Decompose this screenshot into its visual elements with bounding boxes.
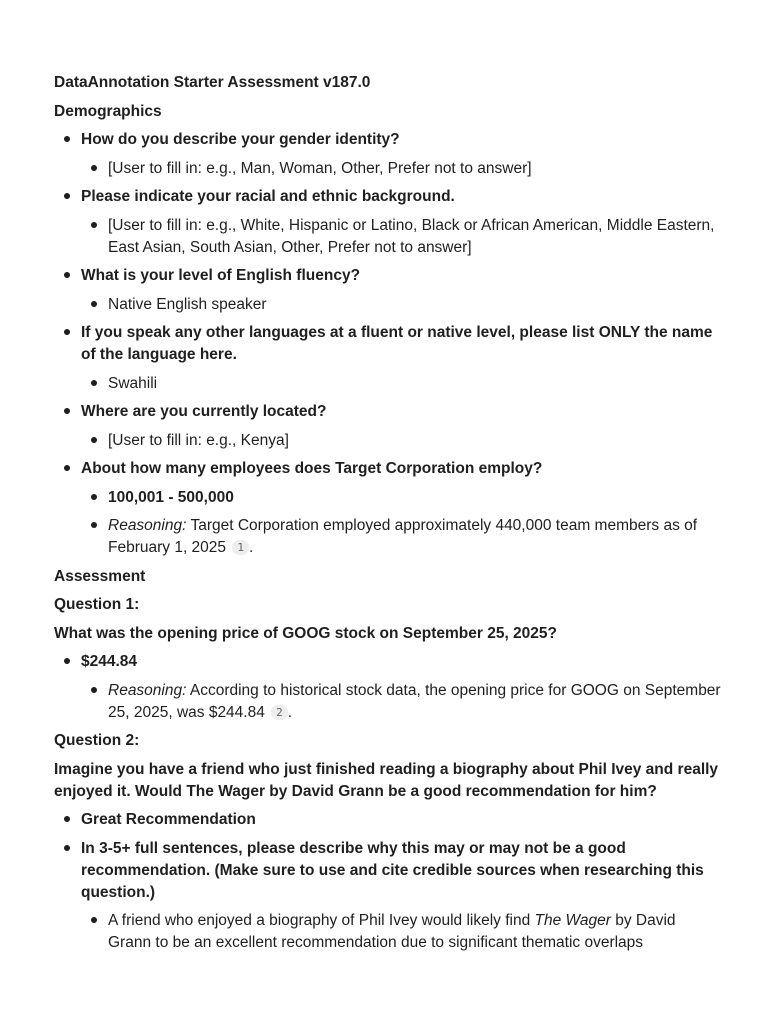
list-item bbox=[81, 515, 722, 559]
question-english: What is your level of English fluency? bbox=[81, 267, 361, 284]
bullet-icon bbox=[64, 408, 70, 414]
list-item bbox=[54, 186, 722, 259]
period: . bbox=[287, 703, 293, 721]
list-item bbox=[54, 651, 722, 724]
bullet-icon bbox=[91, 301, 97, 307]
list-item bbox=[54, 322, 722, 395]
bullet-icon bbox=[91, 522, 97, 528]
question-1-list bbox=[54, 651, 722, 724]
list-item bbox=[81, 487, 722, 509]
question-2-response-start: A friend who enjoyed a biography of Phil Ivey would likely find bbox=[108, 912, 535, 929]
bullet-icon bbox=[91, 687, 97, 693]
question-gender: How do you describe your gender identity? bbox=[81, 131, 400, 148]
bullet-icon bbox=[91, 380, 97, 386]
list-item bbox=[54, 401, 722, 452]
list-item bbox=[81, 910, 722, 954]
answer-gender: [User to fill in: e.g., Man, Woman, Other, Prefer not to answer] bbox=[108, 159, 532, 177]
document-body bbox=[54, 72, 722, 961]
answer-employees: 100,001 - 500,000 bbox=[108, 488, 234, 506]
list-item bbox=[54, 265, 722, 316]
list-item bbox=[81, 373, 722, 395]
answer-race: [User to fill in: e.g., White, Hispanic or Latino, Black or African American, Middle Eastern, East Asian, South Asian, Other, Prefer not to answer] bbox=[108, 216, 715, 256]
period: . bbox=[248, 539, 254, 556]
question-2-label: Question 2: bbox=[54, 732, 140, 749]
bullet-icon bbox=[91, 165, 97, 171]
bullet-icon bbox=[91, 917, 97, 923]
question-employees: About how many employees does Target Corporation employ? bbox=[81, 460, 543, 477]
bullet-icon bbox=[64, 193, 70, 199]
list-item bbox=[54, 129, 722, 180]
question-2-answer: Great Recommendation bbox=[81, 811, 256, 828]
section-heading-demographics: Demographics bbox=[54, 102, 162, 120]
list-item bbox=[81, 215, 722, 259]
citation-badge[interactable]: 1 bbox=[232, 540, 249, 555]
answer-location: [User to fill in: e.g., Kenya] bbox=[108, 431, 289, 449]
question-1-answer: $244.84 bbox=[81, 653, 138, 670]
question-location: Where are you currently located? bbox=[81, 403, 327, 420]
section-heading-assessment: Assessment bbox=[54, 567, 146, 585]
bullet-icon bbox=[64, 272, 70, 278]
list-item bbox=[81, 680, 722, 724]
answer-english: Native English speaker bbox=[108, 295, 267, 313]
answer-languages: Swahili bbox=[108, 374, 158, 392]
citation-badge[interactable]: 2 bbox=[271, 705, 288, 720]
bullet-icon bbox=[64, 845, 70, 851]
reasoning-employees: Target Corporation employed approximately 440,000 team members as of February 1, 2025 bbox=[108, 517, 698, 556]
list-item bbox=[54, 809, 722, 831]
question-1-text: What was the opening price of GOOG stock on September 25, 2025? bbox=[54, 624, 558, 642]
bullet-icon bbox=[91, 222, 97, 228]
list-item bbox=[81, 294, 722, 316]
question-2-prompt: In 3-5+ full sentences, please describe why this may or may not be a good recommendation. (Make sure to use and cite credible sources when researching this question.) bbox=[81, 839, 704, 901]
list-item bbox=[54, 838, 722, 955]
bullet-icon bbox=[64, 658, 70, 664]
book-title: The Wager bbox=[534, 912, 611, 929]
list-item bbox=[81, 158, 722, 180]
question-1-reasoning: According to historical stock data, the opening price for GOOG on September 25, 2025, was $244.84 bbox=[108, 681, 721, 721]
demographics-list bbox=[54, 129, 722, 559]
bullet-icon bbox=[64, 329, 70, 335]
reasoning-label: Reasoning: bbox=[108, 681, 187, 699]
document-title: DataAnnotation Starter Assessment v187.0 bbox=[54, 74, 371, 91]
bullet-icon bbox=[91, 494, 97, 500]
question-2-text: Imagine you have a friend who just finished reading a biography about Phil Ivey and really enjoyed it. Would The Wager by David Grann be a good recommendation for him? bbox=[54, 760, 719, 800]
question-1-label: Question 1: bbox=[54, 596, 140, 613]
bullet-icon bbox=[64, 136, 70, 142]
bullet-icon bbox=[91, 437, 97, 443]
bullet-icon bbox=[64, 465, 70, 471]
question-2-response-end: by David Grann to be an excellent recommendation due to significant thematic overlaps bbox=[108, 912, 676, 951]
question-race: Please indicate your racial and ethnic background. bbox=[81, 188, 455, 205]
bullet-icon bbox=[64, 816, 70, 822]
list-item bbox=[81, 430, 722, 452]
question-2-list bbox=[54, 809, 722, 954]
reasoning-label: Reasoning: bbox=[108, 517, 187, 534]
question-languages: If you speak any other languages at a fluent or native level, please list ONLY the name of the language here. bbox=[81, 324, 713, 363]
list-item bbox=[54, 458, 722, 559]
